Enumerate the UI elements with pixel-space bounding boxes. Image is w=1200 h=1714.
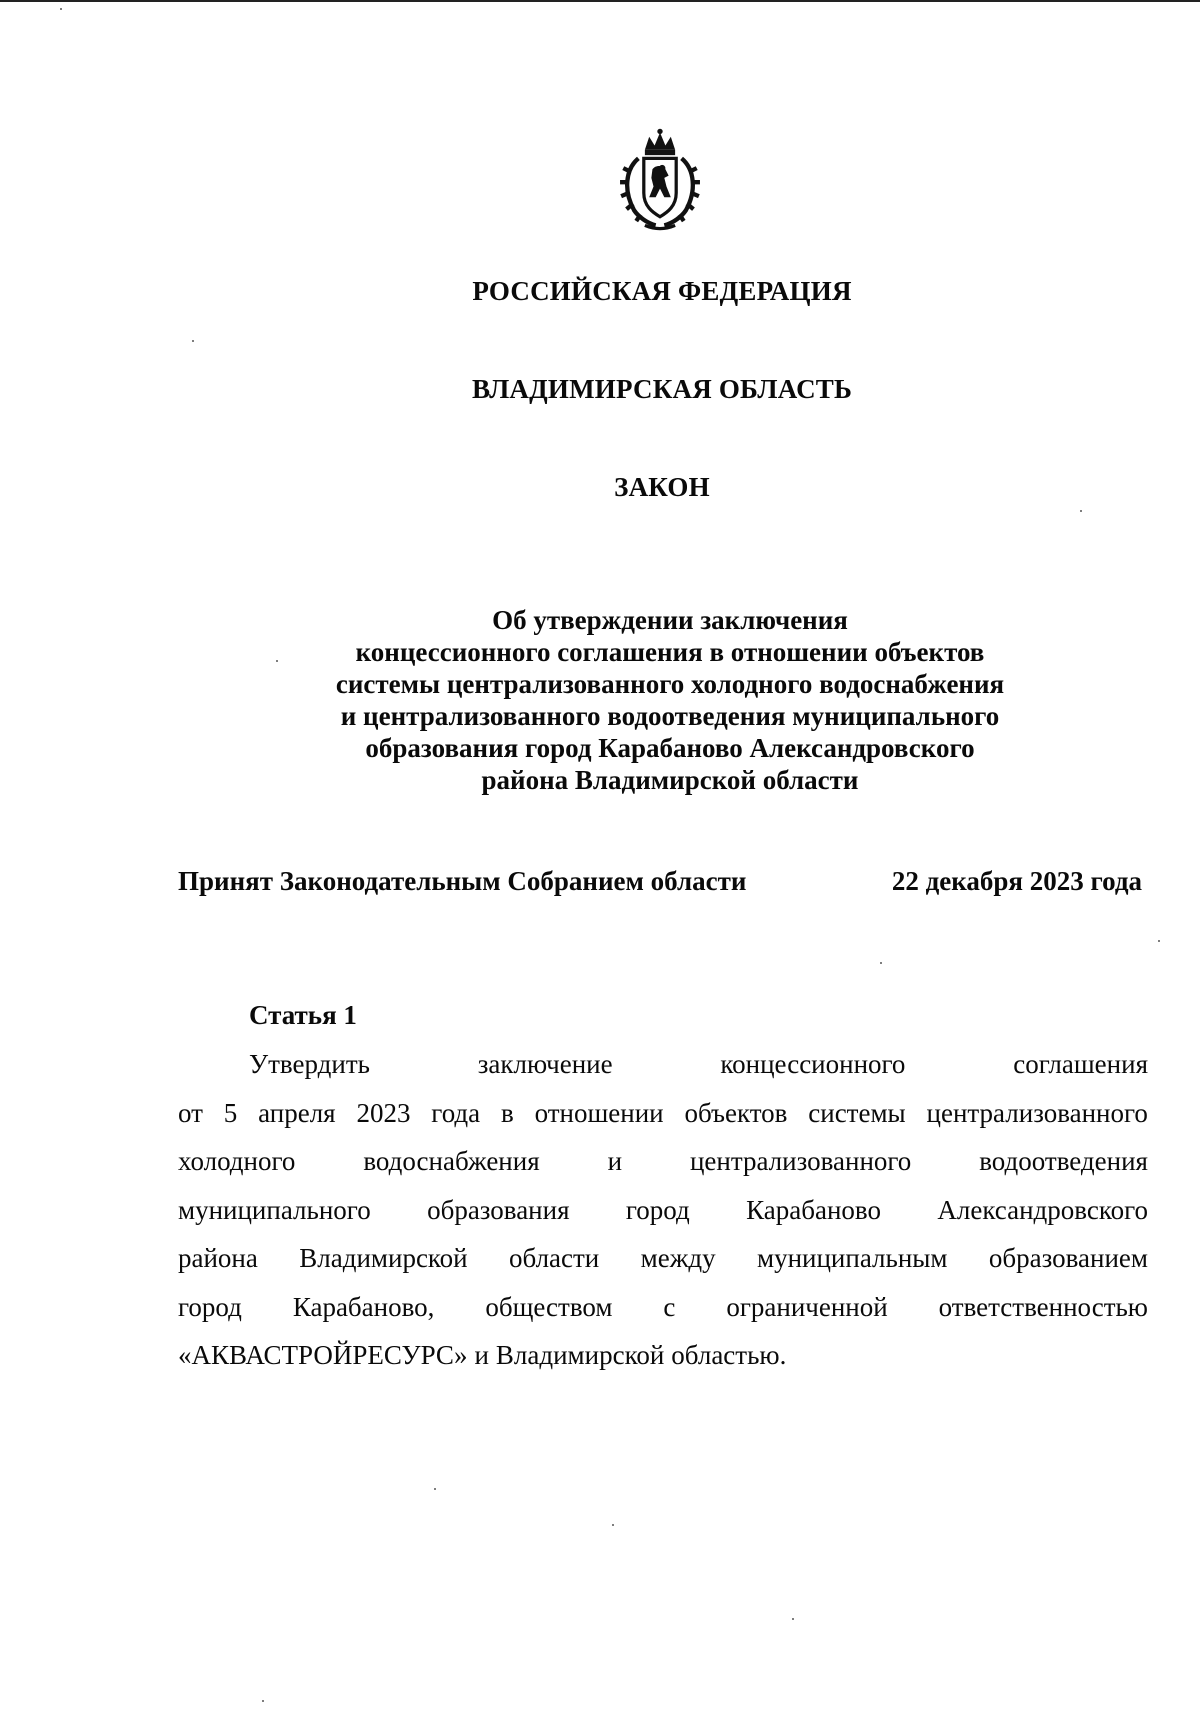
article-word: Владимирской xyxy=(299,1243,468,1273)
article-word: соглашения xyxy=(1013,1049,1148,1079)
scan-speck xyxy=(262,1700,264,1702)
article-line xyxy=(178,1283,1148,1332)
article-heading: Статья 1 xyxy=(249,1000,357,1030)
law-title-line: района Владимирской области xyxy=(481,765,859,795)
scan-speck xyxy=(276,660,278,662)
article-word: Александровского xyxy=(937,1194,1148,1225)
article-word: Карабаново, xyxy=(292,1291,435,1322)
scan-speck xyxy=(880,962,882,964)
adoption-row xyxy=(178,866,1142,897)
scan-speck xyxy=(434,1488,436,1490)
scan-speck xyxy=(192,340,194,342)
article-word: Утвердить xyxy=(249,1049,370,1079)
article-word: водоотведения xyxy=(979,1146,1148,1176)
article-word: «АКВАСТРОЙРЕСУРС» xyxy=(178,1340,468,1370)
article-word: района xyxy=(178,1243,258,1273)
article-body xyxy=(178,1040,1148,1380)
scan-speck xyxy=(60,8,62,10)
document-type-heading: ЗАКОН xyxy=(614,472,710,502)
article-word: Владимирской xyxy=(495,1340,665,1370)
scan-top-edge xyxy=(0,0,1200,2)
article-word: водоснабжения xyxy=(363,1146,540,1176)
article-line xyxy=(178,1234,1148,1283)
article-word: централизованного xyxy=(926,1097,1148,1128)
law-title-line: концессионного соглашения в отношении объектов xyxy=(355,637,985,667)
article-word: отношении xyxy=(534,1097,664,1128)
article-line xyxy=(178,1089,1148,1138)
article-word: город xyxy=(178,1291,242,1322)
article-word: 2023 xyxy=(356,1097,411,1128)
article-word: с xyxy=(663,1291,676,1322)
coat-of-arms-icon xyxy=(606,126,714,234)
adoption-date: 22 декабря 2023 года xyxy=(891,866,1142,896)
article-word: централизованного xyxy=(689,1146,912,1176)
scan-speck xyxy=(1080,510,1082,512)
law-title-line: Об утверждении заключения xyxy=(492,605,848,635)
scan-speck xyxy=(612,1524,614,1526)
article-word: от xyxy=(178,1097,203,1128)
article-word: образованием xyxy=(988,1243,1148,1273)
adoption-text: Принят Законодательным Собранием области xyxy=(178,866,747,896)
article-word: ограниченной xyxy=(726,1291,888,1322)
article-word: объектов xyxy=(684,1097,788,1128)
article-word: года xyxy=(431,1097,481,1128)
article-word: ответственностью xyxy=(938,1291,1148,1322)
article-word: апреля xyxy=(258,1097,336,1128)
article-line xyxy=(178,1186,1148,1235)
law-title-line: системы централизованного холодного водоснабжения xyxy=(335,669,1005,699)
article-word: обществом xyxy=(485,1291,613,1322)
article-word: холодного xyxy=(178,1146,296,1176)
article-word: и xyxy=(474,1340,489,1370)
article-word: системы xyxy=(808,1097,906,1128)
article-word: Карабаново xyxy=(746,1194,881,1225)
region-heading: ВЛАДИМИРСКАЯ ОБЛАСТЬ xyxy=(471,374,853,404)
article-word: в xyxy=(501,1097,514,1128)
law-title-line: образования город Карабаново Александровского xyxy=(365,733,975,763)
scan-speck xyxy=(1158,940,1160,942)
article-word: муниципального xyxy=(178,1194,371,1225)
article-word: образования xyxy=(427,1194,570,1225)
article-word: между xyxy=(640,1243,716,1273)
article-line xyxy=(178,1331,1148,1380)
law-title xyxy=(160,604,1180,796)
article-line xyxy=(178,1040,1148,1089)
article-word: заключение xyxy=(477,1049,613,1079)
article-word: области xyxy=(509,1243,600,1273)
article-word: 5 xyxy=(223,1097,238,1128)
article-word: и xyxy=(607,1146,623,1176)
article-word: концессионного xyxy=(720,1049,906,1079)
article-word: муниципальным xyxy=(756,1243,948,1273)
article-line xyxy=(178,1137,1148,1186)
state-heading: РОССИЙСКАЯ ФЕДЕРАЦИЯ xyxy=(472,276,852,306)
law-title-line: и централизованного водоотведения муниципального xyxy=(340,701,1000,731)
article-word: город xyxy=(625,1194,690,1225)
scan-speck xyxy=(792,1618,794,1620)
article-word: областью. xyxy=(671,1340,787,1370)
